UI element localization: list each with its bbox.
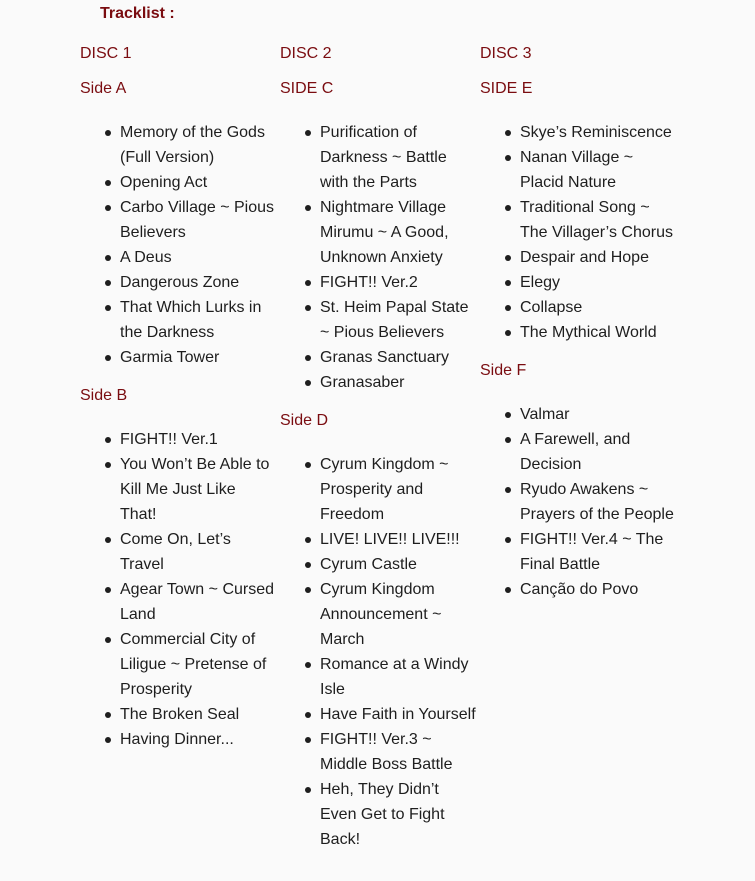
track-item: Traditional Song ~ The Villager’s Chorus — [480, 195, 676, 245]
disc-1-column — [80, 44, 276, 768]
track-item: A Farewell, and Decision — [480, 427, 676, 477]
track-item: A Deus — [80, 245, 276, 270]
track-item: FIGHT!! Ver.4 ~ The Final Battle — [480, 527, 676, 577]
side-title: Side A — [80, 80, 127, 97]
track-item: Canção do Povo — [480, 577, 676, 602]
track-item: Collapse — [480, 295, 676, 320]
track-item: Purification of Darkness ~ Battle with the Parts — [280, 120, 476, 195]
track-item: Granas Sanctuary — [280, 345, 476, 370]
track-list — [480, 402, 676, 602]
track-list — [280, 452, 476, 852]
track-item: Garmia Tower — [80, 345, 276, 370]
track-item: The Broken Seal — [80, 702, 276, 727]
track-item: FIGHT!! Ver.3 ~ Middle Boss Battle — [280, 727, 476, 777]
track-item: Despair and Hope — [480, 245, 676, 270]
track-item: Cyrum Kingdom Announcement ~ March — [280, 577, 476, 652]
track-item: Nanan Village ~ Placid Nature — [480, 145, 676, 195]
track-item: Nightmare Village Mirumu ~ A Good, Unknown Anxiety — [280, 195, 476, 270]
disc-title: DISC 3 — [480, 45, 532, 62]
track-item: Carbo Village ~ Pious Believers — [80, 195, 276, 245]
track-item: Memory of the Gods (Full Version) — [80, 120, 276, 170]
track-item: Opening Act — [80, 170, 276, 195]
disc-2-column — [280, 44, 476, 868]
track-item: Having Dinner... — [80, 727, 276, 752]
track-item: St. Heim Papal State ~ Pious Believers — [280, 295, 476, 345]
track-list — [480, 120, 676, 345]
side-title: SIDE C — [280, 80, 334, 97]
side-title: Side B — [80, 387, 128, 404]
track-item: Come On, Let’s Travel — [80, 527, 276, 577]
track-item: Have Faith in Yourself — [280, 702, 476, 727]
track-item: Cyrum Castle — [280, 552, 476, 577]
track-item: Commercial City of Liligue ~ Pretense of Prosperity — [80, 627, 276, 702]
track-item: Agear Town ~ Cursed Land — [80, 577, 276, 627]
track-item: Romance at a Windy Isle — [280, 652, 476, 702]
track-list — [80, 120, 276, 370]
disc-title: DISC 1 — [80, 45, 132, 62]
track-item: That Which Lurks in the Darkness — [80, 295, 276, 345]
track-list — [80, 427, 276, 752]
track-item: Heh, They Didn’t Even Get to Fight Back! — [280, 777, 476, 852]
track-item: The Mythical World — [480, 320, 676, 345]
side-title: Side D — [280, 412, 329, 429]
track-item: Dangerous Zone — [80, 270, 276, 295]
side-title: SIDE E — [480, 80, 533, 97]
disc-title: DISC 2 — [280, 45, 332, 62]
track-item: LIVE! LIVE!! LIVE!!! — [280, 527, 476, 552]
track-item: FIGHT!! Ver.1 — [80, 427, 276, 452]
disc-3-column — [480, 44, 676, 618]
track-item: Cyrum Kingdom ~ Prosperity and Freedom — [280, 452, 476, 527]
track-item: Granasaber — [280, 370, 476, 395]
track-item: Ryudo Awakens ~ Prayers of the People — [480, 477, 676, 527]
track-item: You Won’t Be Able to Kill Me Just Like That! — [80, 452, 276, 527]
tracklist-heading: Tracklist : — [100, 5, 175, 22]
track-item: Skye’s Reminiscence — [480, 120, 676, 145]
track-item: Elegy — [480, 270, 676, 295]
track-item: FIGHT!! Ver.2 — [280, 270, 476, 295]
track-item: Valmar — [480, 402, 676, 427]
side-title: Side F — [480, 362, 527, 379]
track-list — [280, 120, 476, 395]
